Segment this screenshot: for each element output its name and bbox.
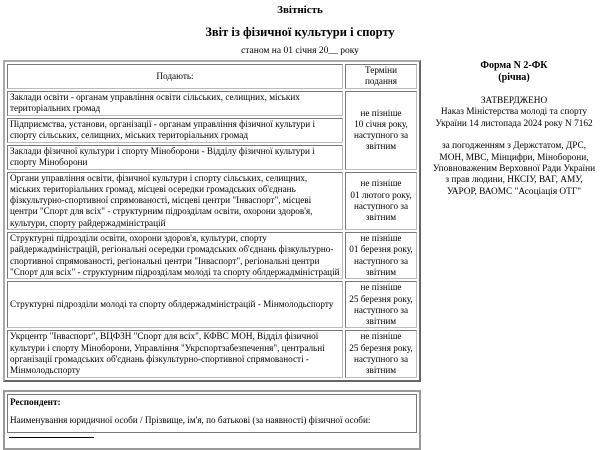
deadline-line: 01 березня року, [349,244,413,255]
deadline-line: не пізніше [360,331,402,342]
submitter-cell: Заклади фізичної культури і спорту Міноборони - Відділу фізичної культури і спорту Міноборони [7,145,343,170]
submitter-cell: Підприємства, установи, організації - органам управління фізичної культури і спорту сільських, селищних, міських територіальних громад [7,118,343,143]
report-title: Звіт із фізичної культури і спорту [205,25,395,39]
deadline-cell [345,232,417,279]
form-period: (річна) [498,72,530,83]
deadline-cell [345,172,417,230]
table-row [7,330,417,377]
submitter-cell: Структурні підрозділи молоді та спорту облдержадміністрацій - Мінмолодьспорту [7,281,343,328]
deadline-line: наступного за [353,200,409,211]
deadline-cell [345,330,417,377]
deadline-line: звітним [365,365,397,376]
deadline-cell [345,91,417,170]
deadline-line: наступного за [353,255,409,266]
deadline-line: звітним [365,266,397,277]
deadline-line: звітним [365,212,397,223]
approved-label: ЗАТВЕРДЖЕНО [480,96,548,106]
table-row [7,232,417,279]
as-of-date: станом на 01 січня 20__ року [241,46,359,56]
deadline-line: 25 березня року, [349,342,413,353]
deadline-line: звітним [365,141,397,152]
main-column [3,60,421,450]
deadline-line: не пізніше [360,282,402,293]
deadline-line: 10 січня року, [354,118,408,129]
submitter-cell: Структурні підрозділи освіти, охорони здоров'я, культури, спорту райдержадміністрацій, регіональні осередки громадських об'єднань фізкультурно-спортивної спрямованості, регіональні центри "Інваспорт", регіональні центри "Спорт для всіх" - структурним підрозділам молоді та спорту облдержадміністрацій [7,232,343,279]
deadline-line: 01 лютого року, [350,189,412,200]
deadline-line: наступного за [353,354,409,365]
respondent-name-field[interactable] [9,437,94,438]
form-name: Форма N 2-ФК [480,60,548,71]
deadline-line: не пізніше [360,178,402,189]
respondent-label: Респондент: [10,396,61,407]
agreement-text: за погодженням з Держстатом, ДРС, МОН, МВС, Мінцифри, Міноборони, Уповноваженим Верховної Ради України з прав людини, НКСІУ, ВАГ, АМУ, УАРОР, ВАОМС "Асоціація ОТГ" [432,141,596,197]
table-row [7,172,417,230]
page-title: Звітність [277,4,323,16]
approval-order: Наказ Міністерства молоді та спорту України 14 листопада 2024 року N 7162 [435,107,593,129]
deadline-line: 25 березня року, [349,293,413,304]
deadline-line: не пізніше [360,107,402,118]
table-header [7,64,417,89]
deadline-line: наступного за [353,130,409,141]
submitter-cell: Органи управління освіти, фізичної культури і спорту сільських, селищних, міських територіальних громад, місцеві осередки громадських об'єднань фізкультурно-спортивної спрямованості, місцеві центри "Інваспорт", місцеві центри "Спорт для всіх" - структурним підрозділам освіти, охорони здоров'я, культури, спорту райдержадміністрацій [7,172,343,230]
form-info-panel [430,60,598,198]
submission-table [3,60,421,382]
table-row [7,281,417,328]
column-header-submitters: Подають: [7,64,343,89]
respondent-section [3,390,421,450]
submitter-cell: Укрцентр "Інваспорт", ВЦФЗН "Спорт для всіх", КФВС МОН, Відділ фізичної культури і спорту Міноборони, Управління "Укрспортзабезпечення", центральні організації громадських об'єднань фізкультурно-спортивної спрямованості - Мінмолодьспорту [7,330,343,377]
respondent-name-label: Наименування юридичної особи / Прізвище, ім'я, по батькові (за наявності) фізичної особи: [10,414,371,425]
deadline-cell [345,281,417,328]
deadline-line: не пізніше [360,233,402,244]
deadline-line: звітним [365,316,397,327]
deadline-line: наступного за [353,304,409,315]
table-row [7,91,417,116]
column-header-deadlines: Терміни подання [345,64,417,89]
submitter-cell: Заклади освіти - органам управління освіти сільських, селищних, міських територіальних громад [7,91,343,116]
